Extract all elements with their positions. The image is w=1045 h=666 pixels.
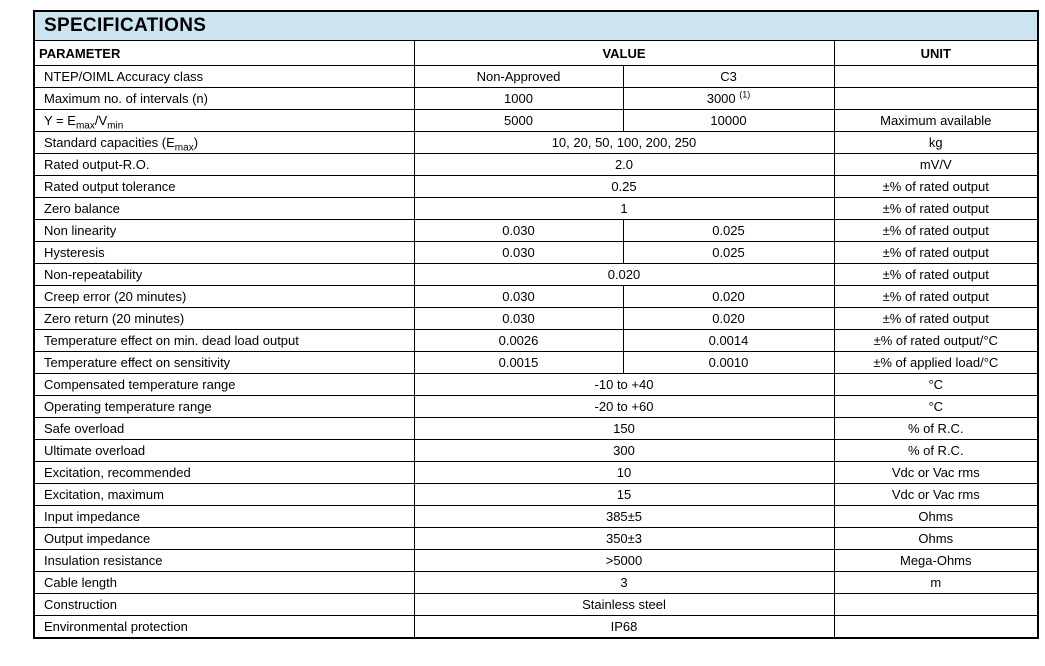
unit-cell: °C (834, 374, 1038, 396)
parameter-cell: Safe overload (34, 418, 414, 440)
parameter-cell: Non linearity (34, 220, 414, 242)
unit-cell (834, 66, 1038, 88)
table-row (34, 154, 1038, 176)
unit-cell: ±% of applied load/°C (834, 352, 1038, 374)
table-row (34, 66, 1038, 88)
text-segment: /V (94, 113, 108, 128)
parameter-cell: Rated output tolerance (34, 176, 414, 198)
value-cell: 10, 20, 50, 100, 200, 250 (414, 132, 834, 154)
unit-cell (834, 88, 1038, 110)
table-row (34, 198, 1038, 220)
value-cell: 385±5 (414, 506, 834, 528)
unit-cell: ±% of rated output (834, 286, 1038, 308)
table-row (34, 462, 1038, 484)
parameter-cell: Environmental protection (34, 616, 414, 639)
title-row (34, 11, 1038, 41)
subscript-text: max (174, 142, 194, 154)
table-row (34, 594, 1038, 616)
value-cell: 15 (414, 484, 834, 506)
unit-cell: Ohms (834, 528, 1038, 550)
parameter-cell: Cable length (34, 572, 414, 594)
table-row (34, 220, 1038, 242)
table-row (34, 484, 1038, 506)
value-cell: 2.0 (414, 154, 834, 176)
value-cell-c3: 0.020 (623, 286, 834, 308)
value-cell: 1 (414, 198, 834, 220)
unit-cell: ±% of rated output (834, 242, 1038, 264)
unit-cell: ±% of rated output (834, 176, 1038, 198)
table-row (34, 286, 1038, 308)
table-row (34, 176, 1038, 198)
value-cell-non-approved: 5000 (414, 110, 623, 132)
value-cell: 0.020 (414, 264, 834, 286)
parameter-cell: NTEP/OIML Accuracy class (34, 66, 414, 88)
unit-cell: mV/V (834, 154, 1038, 176)
parameter-cell: Compensated temperature range (34, 374, 414, 396)
unit-cell: °C (834, 396, 1038, 418)
value-cell-c3: C3 (623, 66, 834, 88)
unit-cell: Vdc or Vac rms (834, 462, 1038, 484)
value-cell-non-approved: 0.030 (414, 242, 623, 264)
table-row (34, 572, 1038, 594)
parameter-cell: Maximum no. of intervals (n) (34, 88, 414, 110)
value-cell-non-approved: 0.030 (414, 308, 623, 330)
unit-cell: kg (834, 132, 1038, 154)
value-cell: 350±3 (414, 528, 834, 550)
unit-cell: % of R.C. (834, 440, 1038, 462)
table-row (34, 330, 1038, 352)
value-cell: >5000 (414, 550, 834, 572)
column-header-unit: UNIT (834, 41, 1038, 66)
value-cell: 10 (414, 462, 834, 484)
table-row (34, 396, 1038, 418)
unit-cell: Ohms (834, 506, 1038, 528)
value-cell: 150 (414, 418, 834, 440)
parameter-cell: Temperature effect on sensitivity (34, 352, 414, 374)
table-row (34, 506, 1038, 528)
value-cell-c3: 10000 (623, 110, 834, 132)
unit-cell (834, 616, 1038, 639)
parameter-cell: Ultimate overload (34, 440, 414, 462)
page-title: SPECIFICATIONS (34, 11, 1038, 41)
value-cell-non-approved: 0.0026 (414, 330, 623, 352)
unit-cell: ±% of rated output (834, 198, 1038, 220)
unit-cell: Maximum available (834, 110, 1038, 132)
text-segment: Y = E (44, 113, 76, 128)
parameter-cell: Zero return (20 minutes) (34, 308, 414, 330)
column-header-row (34, 41, 1038, 66)
value-cell: -10 to +40 (414, 374, 834, 396)
parameter-cell (34, 110, 414, 132)
table-row (34, 616, 1038, 639)
parameter-cell: Non-repeatability (34, 264, 414, 286)
value-cell-c3 (623, 88, 834, 110)
value-cell: Stainless steel (414, 594, 834, 616)
text-segment: ) (193, 135, 199, 150)
column-header-parameter: PARAMETER (34, 41, 414, 66)
unit-cell: Mega-Ohms (834, 550, 1038, 572)
value-cell-non-approved: 0.030 (414, 220, 623, 242)
value-cell-non-approved: 0.0015 (414, 352, 623, 374)
parameter-cell: Excitation, maximum (34, 484, 414, 506)
value-cell-c3: 0.025 (623, 242, 834, 264)
value-cell: 300 (414, 440, 834, 462)
parameter-cell: Operating temperature range (34, 396, 414, 418)
parameter-cell: Hysteresis (34, 242, 414, 264)
table-body (34, 66, 1038, 639)
text-segment: 3000 (706, 91, 740, 106)
table-row (34, 242, 1038, 264)
value-cell: -20 to +60 (414, 396, 834, 418)
unit-cell: ±% of rated output (834, 264, 1038, 286)
parameter-cell (34, 132, 414, 154)
value-cell-c3: 0.025 (623, 220, 834, 242)
subscript-text: max (75, 120, 95, 132)
text-segment: Standard capacities (E (44, 135, 175, 150)
value-cell: 3 (414, 572, 834, 594)
table-row (34, 88, 1038, 110)
value-cell-c3: 0.020 (623, 308, 834, 330)
parameter-cell: Zero balance (34, 198, 414, 220)
parameter-cell: Excitation, recommended (34, 462, 414, 484)
parameter-cell: Input impedance (34, 506, 414, 528)
table-row (34, 440, 1038, 462)
unit-cell: m (834, 572, 1038, 594)
specifications-table (33, 10, 1039, 639)
table-row (34, 264, 1038, 286)
value-cell: IP68 (414, 616, 834, 639)
parameter-cell: Insulation resistance (34, 550, 414, 572)
table-row (34, 528, 1038, 550)
superscript-footnote-ref: (1) (739, 89, 751, 100)
unit-cell: ±% of rated output (834, 220, 1038, 242)
parameter-cell: Creep error (20 minutes) (34, 286, 414, 308)
parameter-cell: Rated output-R.O. (34, 154, 414, 176)
value-cell-non-approved: 0.030 (414, 286, 623, 308)
value-cell: 0.25 (414, 176, 834, 198)
table-row (34, 550, 1038, 572)
unit-cell: Vdc or Vac rms (834, 484, 1038, 506)
value-cell-c3: 0.0010 (623, 352, 834, 374)
unit-cell: ±% of rated output/°C (834, 330, 1038, 352)
subscript-text: min (107, 120, 124, 132)
unit-cell: ±% of rated output (834, 308, 1038, 330)
unit-cell (834, 594, 1038, 616)
parameter-cell: Output impedance (34, 528, 414, 550)
column-header-value: VALUE (414, 41, 834, 66)
table-row (34, 132, 1038, 154)
table-row (34, 418, 1038, 440)
table-row (34, 352, 1038, 374)
parameter-cell: Construction (34, 594, 414, 616)
value-cell-non-approved: 1000 (414, 88, 623, 110)
parameter-cell: Temperature effect on min. dead load output (34, 330, 414, 352)
table-row (34, 110, 1038, 132)
table-row (34, 374, 1038, 396)
value-cell-non-approved: Non-Approved (414, 66, 623, 88)
unit-cell: % of R.C. (834, 418, 1038, 440)
table-row (34, 308, 1038, 330)
value-cell-c3: 0.0014 (623, 330, 834, 352)
